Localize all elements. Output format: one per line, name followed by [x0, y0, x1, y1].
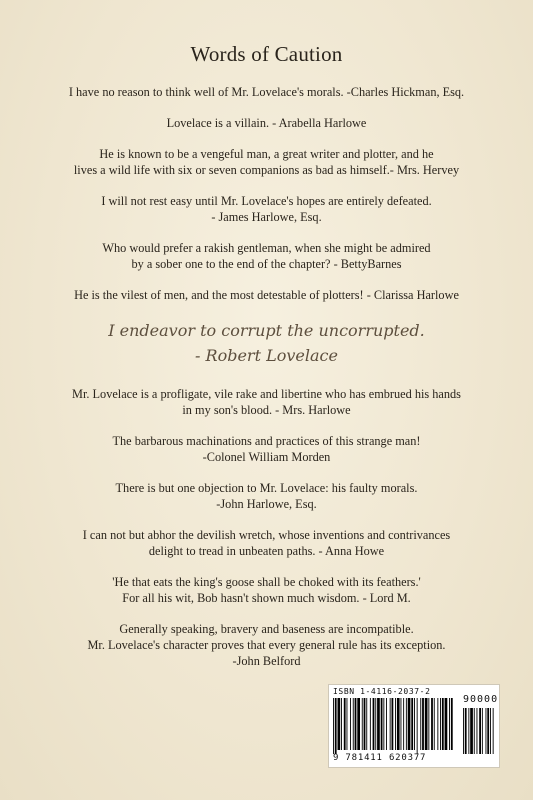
feature-quote: [0, 318, 533, 368]
barcode-bar: [406, 698, 407, 750]
addon-bar: [468, 708, 469, 754]
barcode-bar: [390, 698, 391, 750]
quote-item: [0, 287, 533, 303]
quote-line: There is but one objection to Mr. Lovelace: his faulty morals.: [115, 481, 418, 495]
addon-bar: [493, 708, 494, 754]
addon-bar: [487, 708, 489, 754]
barcode-bar: [333, 698, 334, 754]
barcode-bar: [377, 698, 380, 750]
barcode-bar: [420, 698, 421, 750]
barcode-bar: [417, 698, 418, 754]
quote-line: I can not but abhor the devilish wretch, whose inventions and contrivances: [82, 528, 451, 542]
quote-line: in my son's blood. - Mrs. Harlowe: [182, 403, 351, 417]
isbn-label: ISBN 1-4116-2037-2: [333, 687, 431, 696]
addon-bar: [470, 708, 473, 754]
quote-item: [0, 480, 533, 512]
quote-line: -John Harlowe, Esq.: [216, 497, 317, 511]
quote-line: Generally speaking, bravery and baseness are incompatible.: [119, 622, 414, 636]
barcode-bar: [428, 698, 429, 750]
barcode-bar: [431, 698, 433, 750]
quote-line: 'He that eats the king's goose shall be choked with its feathers.': [112, 575, 421, 589]
quote-line: He is the vilest of men, and the most detestable of plotters! - Clarissa Harlowe: [74, 288, 459, 302]
quote-item: [0, 146, 533, 178]
addon-bar: [463, 708, 464, 754]
feature-quote-author: - Robert Lovelace: [195, 346, 338, 365]
barcode-bar: [437, 698, 438, 750]
addon-bar: [465, 708, 467, 754]
barcode-bar: [425, 698, 428, 750]
barcode-bar: [397, 698, 400, 750]
barcode-bar: [408, 698, 411, 750]
quote-line: lives a wild life with six or seven companions as bad as himself.- Mrs. Hervey: [73, 163, 460, 177]
quote-item: [0, 621, 533, 669]
barcode-bar: [440, 698, 441, 750]
barcode-bar: [366, 698, 367, 750]
quote-list: [0, 84, 533, 684]
quote-item: [0, 84, 533, 100]
quote-line: For all his wit, Bob hasn't shown much wisdom. - Lord M.: [122, 591, 411, 605]
isbn-barcode: [328, 684, 500, 768]
quote-line: by a sober one to the end of the chapter? - BettyBarnes: [131, 257, 402, 271]
quote-line: Lovelace is a villain. - Arabella Harlowe: [166, 116, 367, 130]
quote-item: [0, 193, 533, 225]
quote-item: [0, 386, 533, 418]
barcode-bar: [338, 698, 341, 750]
barcode-bar: [357, 698, 360, 750]
quote-line: I will not rest easy until Mr. Lovelace's hopes are entirely defeated.: [101, 194, 432, 208]
feature-quote-text: I endeavor to corrupt the uncorrupted.: [108, 321, 425, 340]
barcode-bar: [353, 698, 354, 750]
barcode-bar: [370, 698, 371, 750]
barcode-bar: [341, 698, 342, 750]
addon-bar: [474, 708, 475, 754]
addon-bar: [477, 708, 478, 754]
barcode-bar: [335, 698, 337, 754]
addon-bar: [490, 708, 491, 754]
addon-bar: [479, 708, 481, 754]
barcode-bar: [401, 698, 402, 750]
quote-item: [0, 115, 533, 131]
barcode-bar: [403, 698, 404, 750]
barcode-bar: [362, 698, 363, 750]
barcode-bar: [373, 698, 375, 750]
quote-line: -Colonel William Morden: [202, 450, 331, 464]
page-title: Words of Caution: [190, 42, 343, 66]
barcode-bar: [442, 698, 444, 750]
quote-item: [0, 240, 533, 272]
barcode-bar: [445, 698, 448, 750]
barcode-bar: [355, 698, 357, 750]
barcode-bar: [451, 698, 453, 750]
barcode-bar: [364, 698, 366, 750]
quote-line: -John Belford: [232, 654, 301, 668]
quote-line: delight to tread in unbeaten paths. - Anna Howe: [148, 544, 385, 558]
barcode-bar: [449, 698, 450, 750]
barcode-bar: [395, 698, 396, 750]
barcode-bar: [411, 698, 413, 750]
barcode-bar: [347, 698, 348, 750]
quote-line: Mr. Lovelace is a profligate, vile rake and libertine who has embrued his hands: [72, 387, 461, 401]
barcode-bar: [350, 698, 351, 750]
quote-line: He is known to be a vengeful man, a great writer and plotter, and he: [99, 147, 434, 161]
quote-item: [0, 574, 533, 606]
ean-digits: 9 781411 620377: [333, 753, 427, 763]
barcode-bar: [344, 698, 346, 750]
barcode-bar: [386, 698, 387, 750]
quote-line: I have no reason to think well of Mr. Lovelace's morals. -Charles Hickman, Esq.: [68, 85, 465, 99]
addon-digits: 90000: [463, 694, 499, 705]
quote-line: Who would prefer a rakish gentleman, when she might be admired: [102, 241, 431, 255]
barcode-bar: [383, 698, 384, 750]
barcode-bar: [392, 698, 394, 750]
barcode-bar: [434, 698, 435, 750]
addon-bar: [486, 708, 487, 754]
quote-line: Mr. Lovelace's character proves that every general rule has its exception.: [87, 638, 446, 652]
quote-item: [0, 527, 533, 559]
barcode-bar: [375, 698, 376, 750]
barcode-bar: [422, 698, 424, 750]
quote-item: [0, 433, 533, 465]
quote-line: - James Harlowe, Esq.: [211, 210, 322, 224]
quote-line: The barbarous machinations and practices of this strange man!: [112, 434, 421, 448]
addon-bar: [482, 708, 483, 754]
barcode-bar: [414, 698, 415, 750]
barcode-bar: [381, 698, 383, 750]
